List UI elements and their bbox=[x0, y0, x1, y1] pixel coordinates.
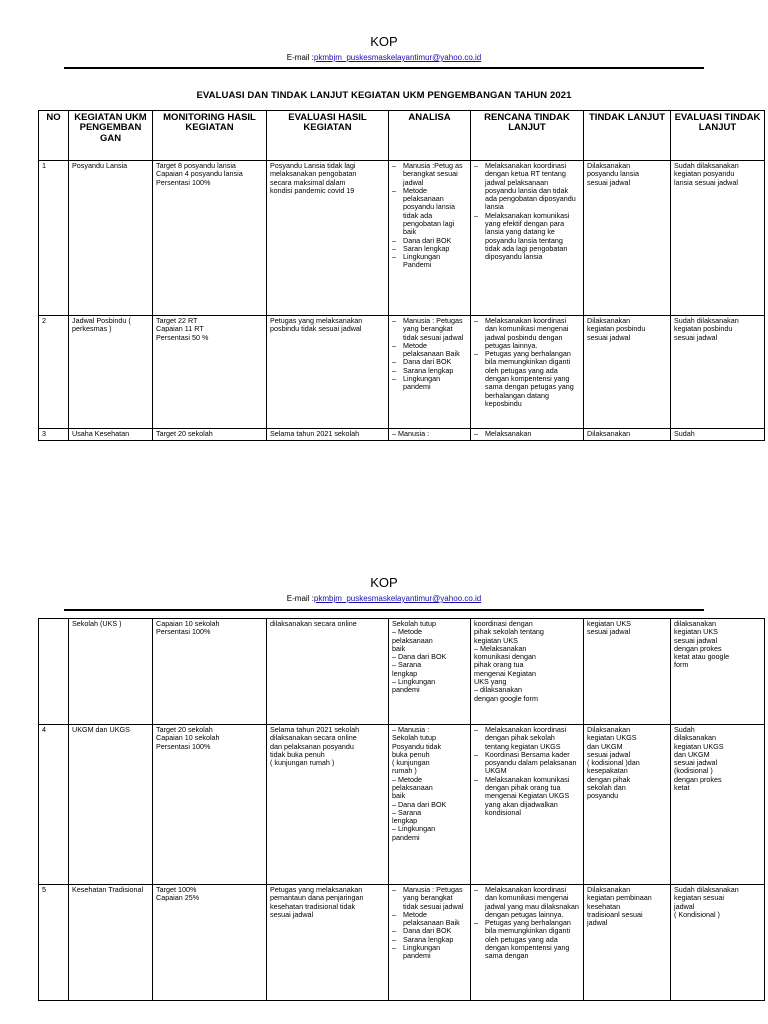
cell-line: sesuai jadwal bbox=[587, 177, 631, 187]
bullet-list bbox=[474, 726, 580, 817]
cell-line: dilaksanakan secara online bbox=[270, 619, 357, 628]
row-analisa bbox=[389, 725, 471, 885]
cell-line: Capaian 10 sekolah bbox=[156, 733, 220, 743]
cell-line: Sekolah tutup bbox=[392, 733, 436, 743]
cell-line: Posyandu tidak bbox=[392, 741, 442, 751]
bullet-item: – Melaksanakan bbox=[474, 430, 580, 438]
row-monitoring bbox=[153, 885, 267, 1001]
cell-line: dilaksanakan bbox=[674, 619, 716, 628]
bullet-item: – Sarana lengkap bbox=[392, 367, 467, 375]
cell-line: Dilaksanakan bbox=[587, 429, 631, 438]
cell-line: pihak orang tua bbox=[474, 660, 524, 670]
bullet-item: – Melaksanakan komunikasi dengan pihak orang tua mengenai Kegiatan UKGS yang akan dijadwalkan kondisional bbox=[474, 776, 580, 817]
document-title: EVALUASI DAN TINDAK LANJUT KEGIATAN UKM PENGEMBANGAN TAHUN 2021 bbox=[196, 90, 572, 101]
col-tindak: TINDAK LANJUT bbox=[584, 111, 671, 161]
cell-line: Sudah bbox=[674, 725, 695, 734]
cell-line: ( Kondisional ) bbox=[674, 909, 720, 919]
cell-line: jadwal bbox=[587, 918, 608, 928]
row-evaluasi bbox=[267, 161, 389, 316]
cell-line: – Dana dari BOK bbox=[392, 652, 447, 662]
cell-line: Dilaksanakan bbox=[587, 316, 631, 325]
row-tindak bbox=[584, 885, 671, 1001]
cell-line: kegiatan UKS bbox=[674, 627, 718, 637]
cell-line: dengan prokes bbox=[674, 774, 722, 784]
col-analisa: ANALISA bbox=[389, 111, 471, 161]
bullet-list bbox=[392, 317, 467, 392]
cell-line: Sudah dilaksanakan bbox=[674, 316, 739, 325]
col-evaluasi-tl: EVALUASI TINDAK LANJUT bbox=[671, 111, 765, 161]
bullet-item: – Manusia :Petug as berangkat sesuai jadwal bbox=[392, 162, 467, 187]
table-header-row bbox=[39, 111, 765, 161]
cell-line: kesepakatan bbox=[587, 766, 628, 776]
cell-line: posbindu tidak sesuai jadwal bbox=[270, 324, 362, 334]
cell-line: – dilaksanakan bbox=[474, 685, 522, 695]
row-kegiatan: Posyandu Lansia bbox=[69, 161, 153, 316]
row-evaluasi bbox=[267, 429, 389, 441]
cell-line: kesehatan tradisional tidak bbox=[270, 901, 356, 911]
row-kegiatan: Usaha Kesehatan bbox=[69, 429, 153, 441]
bullet-item: – Metode pelaksanaan posyandu lansia tidak ada pengobatan lagi baik bbox=[392, 187, 467, 237]
email-link[interactable]: pkmbjm_puskesmaskelayantimur@yahoo.co.id bbox=[313, 594, 482, 603]
cell-line: Dilaksanakan bbox=[587, 161, 631, 170]
row-tindak bbox=[584, 429, 671, 441]
cell-line: pelaksanaan bbox=[392, 782, 433, 792]
row-evaluasi-tl bbox=[671, 316, 765, 429]
row-evaluasi bbox=[267, 725, 389, 885]
cell-line: Target 20 sekolah bbox=[156, 429, 213, 438]
bullet-item: – Melaksanakan komunikasi yang efektif dengan para lansia yang datang ke posyandu lansia tentang tidak ada lagi pengobatan diposyandu lansia bbox=[474, 212, 580, 262]
cell-line: Target 22 RT bbox=[156, 316, 198, 325]
cell-line: dan pelaksanan posyandu bbox=[270, 741, 354, 751]
cell-line: Persentasi 100% bbox=[156, 177, 211, 187]
kop-heading: KOP bbox=[370, 34, 398, 49]
cell-line: Capaian 11 RT bbox=[156, 324, 204, 334]
cell-line: sesuai jadwal bbox=[674, 332, 718, 342]
row-no: 1 bbox=[39, 161, 69, 316]
cell-line: melaksanakan pengobatan bbox=[270, 169, 357, 179]
cell-line: Persentasi 100% bbox=[156, 741, 211, 751]
row-evaluasi bbox=[267, 619, 389, 725]
bullet-list bbox=[474, 430, 580, 438]
cell-line: lansia sesuai jadwal bbox=[674, 177, 738, 187]
row-evaluasi bbox=[267, 316, 389, 429]
table-row bbox=[39, 619, 765, 725]
cell-line: – Metode bbox=[392, 774, 422, 784]
evaluation-table-page1 bbox=[38, 110, 765, 441]
bullet-item: – Manusia : Petugas yang berangkat tidak sesuai jadwal bbox=[392, 317, 467, 342]
row-rencana bbox=[471, 316, 584, 429]
cell-line: ( kunjungan bbox=[392, 758, 430, 768]
cell-line: pihak sekolah tentang bbox=[474, 627, 544, 637]
cell-line: kegiatan pembinaan bbox=[587, 893, 652, 903]
row-rencana bbox=[471, 725, 584, 885]
row-evaluasi-tl bbox=[671, 161, 765, 316]
bullet-item: – Sarana lengkap bbox=[392, 936, 467, 944]
cell-line: Sudah dilaksanakan bbox=[674, 885, 739, 894]
row-tindak bbox=[584, 316, 671, 429]
row-analisa bbox=[389, 316, 471, 429]
cell-line: kegiatan UKS bbox=[474, 635, 518, 645]
bullet-list bbox=[474, 317, 580, 408]
bullet-item: – Metode pelaksanaan Baik bbox=[392, 342, 467, 359]
cell-line: – Sarana bbox=[392, 807, 422, 817]
row-analisa: – Manusia : bbox=[389, 429, 471, 441]
cell-line: baik bbox=[392, 643, 406, 653]
cell-line: pelaksanaan bbox=[392, 635, 433, 645]
bullet-item: – Dana dari BOK bbox=[392, 237, 467, 245]
cell-line: dengan pihak bbox=[587, 774, 631, 784]
col-kegiatan: KEGIATAN UKM PENGEMBAN GAN bbox=[69, 111, 153, 161]
cell-line: posyandu lansia bbox=[587, 169, 639, 179]
cell-line: kegiatan posbindu bbox=[674, 324, 733, 334]
bullet-list bbox=[392, 162, 467, 270]
cell-line: Posyandu Lansia tidak lagi bbox=[270, 161, 356, 170]
cell-line: Capaian 25% bbox=[156, 893, 200, 903]
email-label: E-mail : bbox=[286, 594, 314, 603]
row-tindak bbox=[584, 725, 671, 885]
bullet-item: – Melaksanakan koordinasi dan komunikasi mengenai jadwal yang mau dilaksnakan dengan petugas lainnya. bbox=[474, 886, 580, 919]
bullet-item: – Lingkungan pandemi bbox=[392, 944, 467, 961]
cell-line: dilaksanakan secara online bbox=[270, 733, 357, 743]
cell-line: Selama tahun 2021 sekolah bbox=[270, 725, 360, 734]
bullet-item: – Melaksanakan koordinasi dan komunikasi mengenai jadwal posbindu dengan petugas lainnya. bbox=[474, 317, 580, 350]
cell-line: Target 100% bbox=[156, 885, 197, 894]
table-row bbox=[39, 725, 765, 885]
cell-line: dan UKGM bbox=[587, 741, 623, 751]
cell-line: Target 8 posyandu lansia bbox=[156, 161, 236, 170]
cell-line: sesuai jadwal bbox=[587, 627, 631, 637]
cell-line: Dilaksanakan bbox=[587, 885, 631, 894]
cell-line: – Lingkungan bbox=[392, 824, 436, 834]
bullet-list bbox=[474, 162, 580, 261]
cell-line: kesehatan bbox=[587, 901, 621, 911]
row-kegiatan: Sekolah (UKS ) bbox=[69, 619, 153, 725]
cell-line: Capaian 4 posyandu lansia bbox=[156, 169, 243, 179]
cell-line: – Manusia : bbox=[392, 725, 430, 734]
col-evaluasi: EVALUASI HASIL KEGIATAN bbox=[267, 111, 389, 161]
cell-line: kegiatan posbindu bbox=[587, 324, 646, 334]
cell-line: Sudah dilaksanakan bbox=[674, 161, 739, 170]
bullet-item: – Petugas yang berhalangan bila memungkinkan diganti oleh petugas yang ada dengan kompentensi yang sama dengan bbox=[474, 919, 580, 960]
row-no: 4 bbox=[39, 725, 69, 885]
cell-line: dengan prokes bbox=[674, 643, 722, 653]
cell-line: sesuai jadwal bbox=[587, 332, 631, 342]
row-rencana bbox=[471, 429, 584, 441]
row-evaluasi-tl bbox=[671, 725, 765, 885]
cell-line: Persentasi 100% bbox=[156, 627, 211, 637]
bullet-item: – Dana dari BOK bbox=[392, 358, 467, 366]
row-evaluasi-tl bbox=[671, 429, 765, 441]
row-tindak bbox=[584, 161, 671, 316]
row-tindak bbox=[584, 619, 671, 725]
cell-line: sesuai jadwal bbox=[674, 635, 718, 645]
bullet-item: – Melaksanakan koordinasi dengan pihak sekolah tentang kegiatan UKGS bbox=[474, 726, 580, 751]
row-monitoring bbox=[153, 161, 267, 316]
row-rencana bbox=[471, 161, 584, 316]
kop-heading-page2: KOP bbox=[370, 575, 398, 590]
cell-line: kegiatan sesuai bbox=[674, 893, 724, 903]
bullet-item: – Saran lengkap bbox=[392, 245, 467, 253]
cell-line: kondisi pandemic covid 19 bbox=[270, 185, 355, 195]
bullet-item: – Melaksanakan koordinasi dengan ketua RT tentang jadwal pelaksanaan posyandu lansia dan tidak ada pengobatan diposyandu lansia bbox=[474, 162, 580, 212]
row-monitoring bbox=[153, 725, 267, 885]
row-monitoring bbox=[153, 316, 267, 429]
bullet-item: – Metode pelaksanaan Baik bbox=[392, 911, 467, 928]
cell-line: jadwal bbox=[674, 901, 695, 911]
bullet-item: – Petugas yang berhalangan bila memungkinkan diganti oleh petugas yang ada dengan kompentensi yang sama dengan petugas yang berhalangan datang keposbindu bbox=[474, 350, 580, 408]
table-row bbox=[39, 429, 765, 441]
bullet-item: – Dana dari BOK bbox=[392, 927, 467, 935]
row-analisa bbox=[389, 161, 471, 316]
cell-line: ( kunjungan rumah ) bbox=[270, 758, 335, 768]
cell-line: kegiatan posyandu bbox=[674, 169, 735, 179]
row-evaluasi bbox=[267, 885, 389, 1001]
row-rencana bbox=[471, 619, 584, 725]
cell-line: pandemi bbox=[392, 832, 420, 842]
cell-line: – Metode bbox=[392, 627, 422, 637]
col-no: NO bbox=[39, 111, 69, 161]
cell-line: sekolah dan bbox=[587, 782, 626, 792]
row-kegiatan: UKGM dan UKGS bbox=[69, 725, 153, 885]
cell-line: komunikasi dengan bbox=[474, 652, 536, 662]
cell-line: Petugas yang melaksanakan bbox=[270, 885, 363, 894]
cell-line: pemantaun dana penjaringan bbox=[270, 893, 364, 903]
row-kegiatan: Jadwal Posbindu ( perkesmas ) bbox=[69, 316, 153, 429]
cell-line: kegiatan UKGS bbox=[674, 741, 724, 751]
cell-line: dengan google form bbox=[474, 693, 538, 703]
col-rencana: RENCANA TINDAK LANJUT bbox=[471, 111, 584, 161]
row-evaluasi-tl bbox=[671, 885, 765, 1001]
cell-line: kegiatan UKS bbox=[587, 619, 631, 628]
row-analisa bbox=[389, 885, 471, 1001]
email-link[interactable]: pkmbjm_puskesmaskelayantimur@yahoo.co.id bbox=[313, 53, 482, 62]
table-row bbox=[39, 161, 765, 316]
row-no: 5 bbox=[39, 885, 69, 1001]
row-analisa bbox=[389, 619, 471, 725]
bullet-item: – Manusia : Petugas yang berangkat tidak sesuai jadwal bbox=[392, 886, 467, 911]
cell-line: – Dana dari BOK bbox=[392, 799, 447, 809]
header-divider bbox=[64, 67, 704, 69]
cell-line: lengkap bbox=[392, 816, 418, 826]
cell-line: sesuai jadwal bbox=[674, 758, 718, 768]
cell-line: Persentasi 50 % bbox=[156, 332, 209, 342]
row-rencana bbox=[471, 885, 584, 1001]
cell-line: (kodisional ) bbox=[674, 766, 713, 776]
cell-line: – Lingkungan bbox=[392, 676, 436, 686]
row-kegiatan: Kesehatan Tradisional bbox=[69, 885, 153, 1001]
cell-line: baik bbox=[392, 791, 406, 801]
cell-line: secara maksimal dalam bbox=[270, 177, 346, 187]
cell-line: – Melaksanakan bbox=[474, 643, 527, 653]
bullet-item: – Lingkungan pandemi bbox=[392, 375, 467, 392]
cell-line: tidak buka penuh bbox=[270, 749, 325, 759]
row-no: 2 bbox=[39, 316, 69, 429]
bullet-item: – Lingkungan Pandemi bbox=[392, 253, 467, 270]
cell-line: Selama tahun 2021 sekolah bbox=[270, 429, 360, 438]
row-no: 3 bbox=[39, 429, 69, 441]
cell-line: kegiatan UKGS bbox=[587, 733, 637, 743]
cell-line: mengenai Kegiatan bbox=[474, 668, 536, 678]
col-monitoring: MONITORING HASIL KEGIATAN bbox=[153, 111, 267, 161]
table-row bbox=[39, 885, 765, 1001]
row-monitoring bbox=[153, 619, 267, 725]
cell-line: Capaian 10 sekolah bbox=[156, 619, 220, 628]
cell-line: – Sarana bbox=[392, 660, 422, 670]
email-line bbox=[0, 53, 768, 62]
cell-line: sesuai jadwal bbox=[270, 909, 314, 919]
row-evaluasi-tl bbox=[671, 619, 765, 725]
cell-line: dan UKGM bbox=[674, 749, 710, 759]
cell-line: ketat atau google bbox=[674, 652, 730, 662]
email-label: E-mail : bbox=[286, 53, 314, 62]
row-no bbox=[39, 619, 69, 725]
cell-line: tradisioanl sesuai bbox=[587, 909, 643, 919]
cell-line: sesuai jadwal bbox=[587, 749, 631, 759]
cell-line: dilaksanakan bbox=[674, 733, 716, 743]
cell-line: ( kodisional )dan bbox=[587, 758, 640, 768]
cell-line: Dilaksanakan bbox=[587, 725, 631, 734]
table-row bbox=[39, 316, 765, 429]
cell-line: rumah ) bbox=[392, 766, 417, 776]
evaluation-table-page2 bbox=[38, 618, 765, 1001]
bullet-item: – Koordinasi Bersama kader posyandu dalam pelaksanan UKGM bbox=[474, 751, 580, 776]
header-divider-page2 bbox=[64, 609, 704, 611]
cell-line: posyandu bbox=[587, 791, 619, 801]
email-line-page2 bbox=[0, 594, 768, 603]
cell-line: pandemi bbox=[392, 685, 420, 695]
cell-line: form bbox=[674, 660, 689, 670]
cell-line: Petugas yang melaksanakan bbox=[270, 316, 363, 325]
row-monitoring bbox=[153, 429, 267, 441]
bullet-list bbox=[474, 886, 580, 961]
cell-line: buka penuh bbox=[392, 749, 430, 759]
cell-line: Target 20 sekolah bbox=[156, 725, 213, 734]
cell-line: ketat bbox=[674, 782, 690, 792]
cell-line: Sekolah tutup bbox=[392, 619, 436, 628]
cell-line: UKS yang bbox=[474, 676, 507, 686]
cell-line: Sudah bbox=[674, 429, 695, 438]
cell-line: koordinasi dengan bbox=[474, 619, 533, 628]
cell-line: lengkap bbox=[392, 668, 418, 678]
bullet-list bbox=[392, 886, 467, 961]
